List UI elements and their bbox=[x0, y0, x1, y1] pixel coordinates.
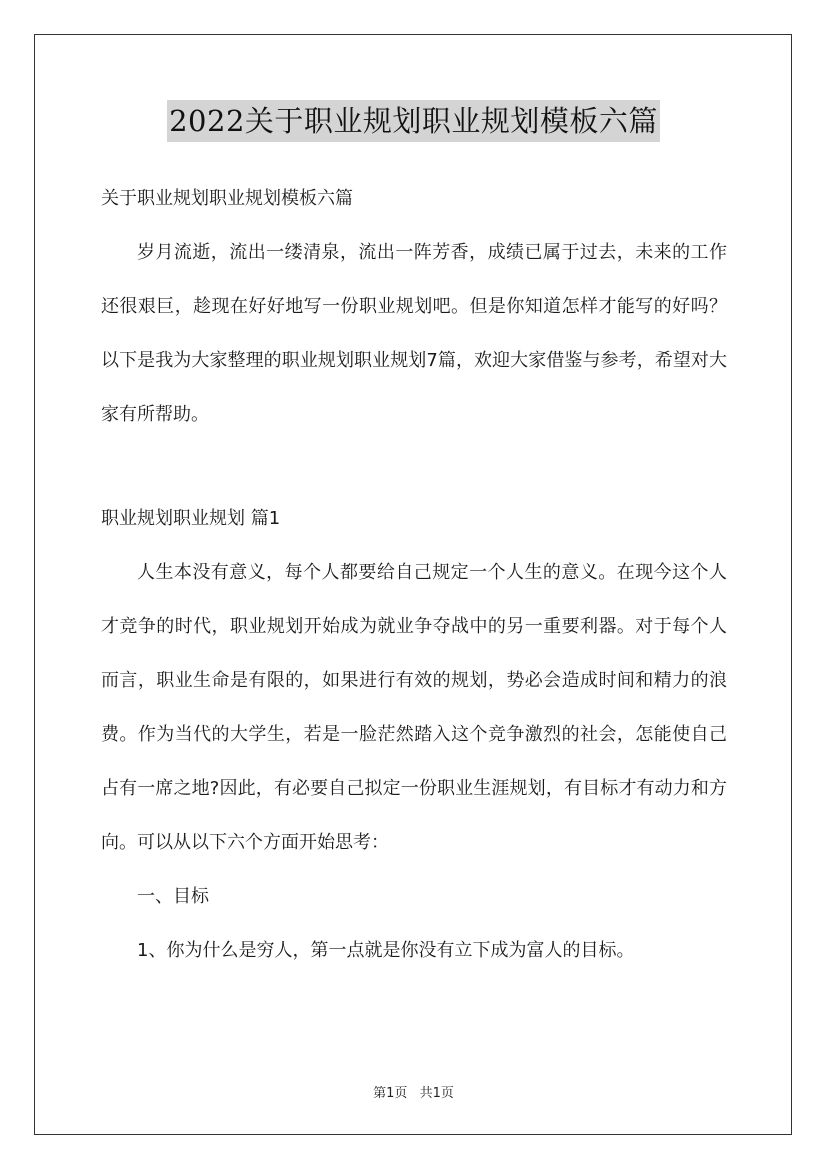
section-paragraph: 人生本没有意义，每个人都要给自己规定一个人生的意义。在现今这个人才竞争的时代，职业规划开始成为就业争夺战中的另一重要利器。对于每个人而言，职业生命是有限的，如果进行有效的规划，势必会造成时间和精力的浪费。作为当代的大学生，若是一脸茫然踏入这个竞争激烈的社会，怎能使自己占有一席之地?因此，有必要自己拟定一份职业生涯规划，有目标才有动力和方向。可以从以下六个方面开始思考： bbox=[101, 562, 727, 853]
document-subtitle: 关于职业规划职业规划模板六篇 bbox=[101, 188, 353, 209]
page-total: 共1页 bbox=[419, 1086, 454, 1101]
page-footer bbox=[0, 1082, 827, 1101]
item-heading: 一、目标 bbox=[137, 886, 209, 907]
page-number: 第1页 bbox=[373, 1086, 408, 1101]
document-body bbox=[101, 172, 727, 978]
intro-paragraph: 岁月流逝，流出一缕清泉，流出一阵芳香，成绩已属于过去，未来的工作还很艰巨，趁现在好好地写一份职业规划吧。但是你知道怎样才能写的好吗？以下是我为大家整理的职业规划职业规划7篇，欢迎大家借鉴与参考，希望对大家有所帮助。 bbox=[101, 242, 727, 425]
document-title: 2022关于职业规划职业规划模板六篇 bbox=[167, 100, 660, 142]
list-item: 1、你为什么是穷人，第一点就是你没有立下成为富人的目标。 bbox=[137, 940, 635, 961]
paragraph-gap bbox=[101, 442, 727, 492]
section-heading: 职业规划职业规划 篇1 bbox=[101, 508, 281, 529]
title-container bbox=[0, 100, 827, 142]
